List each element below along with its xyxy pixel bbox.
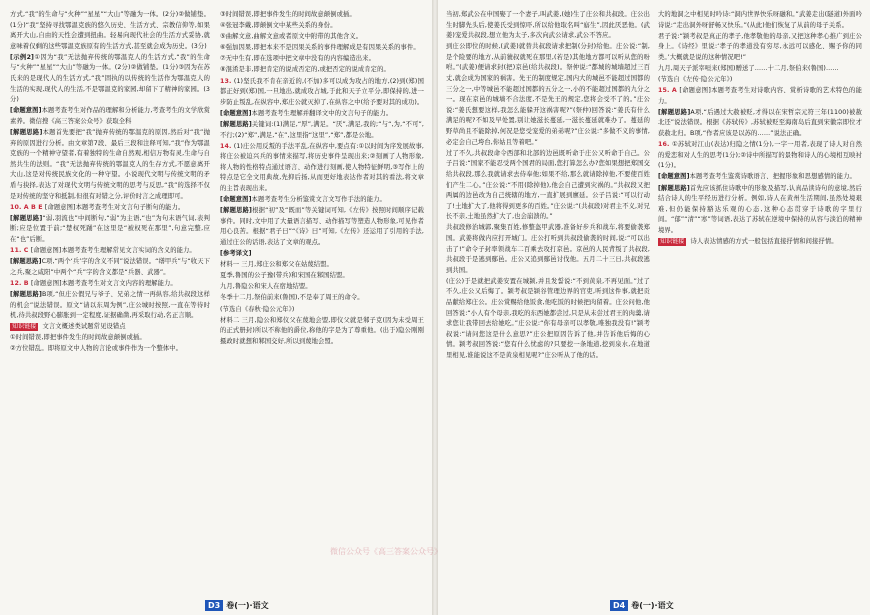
right-page-footer: [610, 600, 674, 611]
section-tag: [命题意图]: [220, 196, 252, 204]
section-tag: [命题意图]: [220, 109, 252, 117]
paragraph: [解题思路]A项,“后遇过大赦被贬,才得以在宋哲宗元符三年(1100)被赦北还”说法错误。根据《苏轼传》,苏轼被贬至海南岛后直到宋徽宗即位才获赦北归。B项,“作者应该是以苏的……”说法正确。: [658, 108, 862, 138]
section-tag: [命题意图]: [658, 173, 690, 181]
left-column-1: [10, 10, 210, 591]
paragraph: 材料一 三月,郑庄公和郑父在姑蔑结盟。: [220, 261, 333, 269]
paragraph: [220, 249, 424, 260]
page-footer-text: 卷(一)·语文: [226, 601, 269, 610]
paragraph: 15. A [命题意图]本题考查考生对诗歌内容、赏析诗歌的艺术特色的能力。: [658, 87, 862, 105]
paragraph: ⑧混淆是非,即把肯定的说成否定的,或把否定的说成肯定的。: [220, 66, 390, 74]
paragraph: (节选自《春秋·隐公元年》): [220, 305, 295, 313]
question-number: 11. C: [10, 247, 31, 255]
paragraph: 君子说:“颍考叔是真正的孝子,他孝敬他的母亲,又把这种孝心推广到庄公身上。《诗经》里说:‘孝子的孝道没有穷尽,永远可以感化、赐予你的同类。’大概就是说的这种情况吧!”: [658, 32, 862, 61]
paragraph: [解题思路]“弱,羽流也”中间断句,“弱”为主语,“也”为句末语气词,表判断;应是位置于前;“楚权死踊”在这里是“被权死在那里”,句意完整,应在“也”后断。: [10, 214, 210, 243]
paragraph: 夏季,鲁国的公子豫(带兵)和宋国在邾国结盟。: [220, 272, 349, 280]
question-number: 16.: [658, 141, 672, 149]
paragraph: 大的地洞之中相见时吟诗:“洞内世界快乐呀融和。”武姜走出(隧道)外面吟诗说:“走出洞外呀舒畅又快乐。”(从此)他们恢复了从前的母子关系。: [658, 11, 862, 29]
page-footer-text: 卷(一)·语文: [631, 601, 674, 610]
section-tag: [解题思路]: [220, 120, 252, 128]
page-number-badge: D4: [610, 600, 628, 611]
section-tag: [解题思路]: [658, 108, 691, 116]
paragraph: [解题思路]首先应该抓住诗歌中的形象及描写,认真品读诗句的意境,然后结合诗人的生平经历进行分析。例如,诗人在黄州生活期间,虽然处境艰难,但仍能保持豁达乐观的心态,这种心态贯穿于诗歌的字里行间。“郁”“清”“寒”等词语,表达了苏轼在逆境中保持的从容与淡泊的精神境界。: [658, 184, 862, 234]
section-tag: [解题思路]: [10, 129, 43, 137]
section-tag: [解题思路]: [220, 207, 253, 215]
paragraph: 九月,周天子派宰咺来(郑国)赠送了……十二月,祭伯来(鲁国)……: [658, 64, 839, 72]
paragraph: [命题意图]本题考查考生理解并翻译文中的文言句子的能力。: [220, 109, 393, 117]
paragraph: (节选自《左传·隐公元年》): [658, 76, 733, 84]
paragraph: 14. (1)庄公用反叛的手法平乱,在纵容中,要点有:①以时间为序发展故事,将庄公被迫兴兵的事情来描写,将历史事件呈现出来;②刻画了人物形象,将人物的性格特点通过语言、动作进行刻画,使人物特征鲜明,③写作上的特点是它全文用典故,先抑后扬,从而更好地表达作者对其的看法,将文章的主旨表现出来。: [220, 142, 424, 192]
paragraph: ⑥强加因果,即把本来不是因果关系的事件理解成是有因果关系的事件。: [220, 44, 420, 52]
paragraph: ⑤曲解文意,曲解文意或者原文中附带的其他含义。: [220, 33, 363, 41]
paragraph: [解题思路]本题首先要把“我”抛弃传统的鄂温克的原因,然后对“我”抛弃的原因进行分析。由文章第7段、最后三段和注释可知,“我”作为鄂温克族的一个精神守望者,有着独特的生命自然观,相信万物有灵,生命与自然共生的法则。“我”无法抛弃传统的鄂温克人的生存方式,不愿意离开大山,这是对传统民族文化的一种守望。小说现代文明与传统文明的矛盾与抉择,表达了对现代文明与传统文明的思考与反思,“我”的选择不仅是对传统的坚守和抵制,但很有对错之分,评价时言之成理即可。: [10, 129, 210, 200]
section-tag: [示例2]: [10, 53, 35, 61]
section-tag: [解题思路]: [658, 184, 690, 192]
question-number: 10. A B E: [10, 203, 45, 211]
knowledge-link-tag: 知识链接: [12, 323, 37, 331]
paragraph: [解题思路]C项,“两个‘兵’字的含义不同”说法错误。“缮甲兵”与“收天下之兵,聚之咸阳”中两个“兵”字的含义都是“兵器、武器”。: [10, 258, 210, 276]
knowledge-link-tag: 知识链接: [660, 237, 685, 245]
section-tag: [解题思路]: [10, 290, 43, 298]
page-number-badge: D3: [205, 600, 223, 611]
paragraph: [解题思路]关键词:(1)满足,“厚”,满足。“厌”,满足,我的;“与“,为,“不可”,不行;(2)“郑”,满足,“在”,这里指“这里”,“郑”,都是公地。: [220, 120, 424, 139]
paragraph: ①时间错误,即把事件发生的时间故意颠倒或插。: [10, 334, 146, 342]
left-page-footer: [205, 600, 269, 611]
right-page: [330, 0, 870, 615]
paragraph: 11. C [命题意图]本题考查考生理解常见文言实词的含义的能力。: [10, 247, 196, 255]
paragraph: [命题意图]本题考查考生鉴赏诗歌语言、把握形象和思想感情的能力。: [658, 173, 856, 181]
paragraph: 冬季十二月,祭伯前来(鲁国),不是奉了周王的命令。: [220, 294, 364, 302]
paragraph: 过了不久,共叔段命令西部和北部的边邑既听命于庄公又听命于自己。公子吕说:“国家不能忍受两个国君的局面,您打算怎么办?您如果想把郑国交给共叔段,那么我就请求去侍奉他;如果不给,那么就请除掉他,不要使百姓们产生二心。”庄公说:“不用(除掉他),他会自己遭到灾祸的。”共叔段又把两属的边邑改为自己统辖的地方,一直扩展到廪延。公子吕说:“可以行动了!土地扩大了,他将得到更多的百姓。”庄公说:“(共叔段)对君主不义,对兄长不亲,土地虽然扩大了,也会崩溃的。”: [446, 149, 650, 221]
paragraph: 10. A B E [命题意图]本题考查考生对文言句子断句的能力。: [10, 203, 185, 211]
right-column-1: [446, 10, 650, 591]
paragraph: 12. B [命题意图]本题考查考生对文言文内容的理解能力。: [10, 279, 177, 287]
paragraph: [解题思路]B项,“但庄公假兄与爷子、兄弟之情一再纵容,给共叔段这样的机会”说法错误。原文“请以东周为例”,庄公城时按照,一直在等待时机,待共叔段野心膨胀到一定程度,证据确凿,再采取行动,名正言顺。: [10, 290, 211, 320]
paragraph: 当初,郑武公在申国娶了一个妻子,叫武姜,(她)生了庄公和共叔段。庄公出生时脚先头后,使姜氏受到惊吓,所以给他取名叫“寤生”,因此厌恶他。(武姜)宠爱共叔段,想立他为太子,多次向武公请求,武公不答应。: [446, 11, 650, 40]
question-number: 13.: [220, 77, 234, 85]
question-number: 12. B: [10, 279, 31, 287]
paragraph: (庄公)于是就把武姜安置在城颍,并且发誓说:“不到黄泉,不再见面。”过了不久,庄公又后悔了。颍考叔是颍谷管理边界的官吏,听到这件事,就把贡品献给郑庄公。庄公赏赐给他饭食,他吃饭的时候把肉留着。庄公问他,他回答说:“小人有个母亲,我吃的东西她都尝过,只是从未尝过君王的肉羹,请求您让我带回去给她吃。”庄公说:“你有母亲可以孝敬,唯独我没有!”颍考叔说:“请问您这是什么意思?”庄公把原因告诉了他,并告诉他后悔的心情。颍考叔回答说:“您有什么忧虑的?只要挖一条地道,挖到泉水,在地道里相见,谁能说这不是黄泉相见呢?”庄公听从了他的话。: [446, 277, 650, 359]
section-tag: [命题意图]: [10, 107, 42, 115]
watermark-text: 微信公众号《高三答案公众号》: [330, 547, 442, 556]
paragraph: 知识链接 文言文概述类试题常见设错点: [12, 323, 126, 331]
paragraph: [解题思路]根据“初”及“既而”等关键词可知,《左传》按照时间顺序记载事件。同时,文中用了大量语言描写、动作描写等塑造人物形象,可见作者用心良苦。根据“君子曰”“《诗》曰”可知,《左传》还运用了引用的手法,通过庄公的话语,表达了文章的观点。: [220, 207, 425, 246]
paragraph: 九月,鲁隐公和宋人在宿地结盟。: [220, 283, 312, 291]
left-column-2: [220, 10, 424, 591]
paragraph: 共叔段修治城郭,聚集百姓,修整盔甲武器,准备好步兵和战车,将要偷袭郑国。武姜将做内应打开城门。庄公打听到共叔段偷袭的时间,说:“可以出击了!”命令子封率领战车二百乘去攻打京邑。京邑的人民背叛了共叔段,共叔段于是逃到鄢邑。庄公又追到鄢邑讨伐他。五月二十三日,共叔段逃到共国。: [446, 224, 650, 274]
paragraph: 16. ①苏轼对江山(表达)归隐之情(1分),一字一用者,表现了诗人对自然的爱恋和对人生的思考(1分);②诗中所描写的景物和诗人的心境相互映衬(1分)。: [658, 141, 863, 170]
paragraph: ④张冠李戴,即颠倒文中某些关系的身份。: [220, 22, 337, 30]
paragraph: ②方位错乱。即将原文中人物的言论或事件作为一个整体中。: [10, 345, 183, 353]
paragraph: 材料二 三月,隐公和郑仪父在蔑地会盟,即仪父就是邾子克(因为未受周王的正式册封)所以不称他的爵位,称他的字是为了尊重他。(出于)隐公刚刚摄政时就想和邾国交好,所以到蔑地会盟。: [220, 316, 424, 345]
question-number: 14.: [220, 142, 234, 150]
paragraph: [示例2]①因为“我”无法抛弃传统的鄂温克人的生活方式,“我”的生命与“火种”“星星”“大山”等融为一体。(2分)②做铺垫。(1分)③因为在苏氏来的是现代人的生活方式,“我”固执的以传统的生活作为鄂温克人的生活的实现,现代人的生活,不是鄂温克的家园,却留下了精神的家园。(3分): [10, 53, 210, 104]
section-tag: [解题思路]: [10, 258, 42, 266]
right-column-2: [658, 10, 862, 591]
paragraph: ⑦无中生有,即在选项中把文章中没有的内容编造出来。: [220, 55, 375, 63]
paragraph: [命题意图]本题考查考生对作品的理解和分析能力,考查考生的文学欣赏素养。微信搜《高三答案公众号》获取全科: [10, 107, 211, 125]
section-tag: [解题思路]: [10, 214, 43, 222]
left-page: [0, 0, 432, 615]
section-tag: [参考译文]: [220, 250, 252, 258]
question-number: 15. A: [658, 87, 680, 95]
paragraph: 到庄公即位的时候,(武姜)就替共叔段请求把制(分封)给他。庄公说:“制,是个险要的地方,从前虢叔就死在那里,(若是)其他地方都可以听从您的吩咐。”(武姜)便请求封(把)京邑(给共叔段)。祭仲说:“都城的城墙超过三百丈,就会成为国家的祸害。先王的制度规定,国内大的城邑不能超过国都的三分之一,中等城邑不能超过国都的五分之一,小的不能超过国都的九分之一。现在京邑的城墙不合法度,不是先王的规定,您将会受不了的。”庄公说:“姜氏想要这样,我怎么能躲开这祸害呢?”(祭仲)回答说:“姜氏有什么满足的呢?不如及早处置,别让她滋长蔓延,一滋长蔓延就难办了。蔓延的野草尚且不能除掉,何况是您受宠爱的弟弟呢?”庄公说:“多做不义的事情,必定会自己垮台,你姑且等着吧。”: [446, 43, 650, 146]
paragraph: ③时间错误,即把事件发生的时间故意颠倒或插。: [220, 11, 356, 18]
paragraph: 13. (1)坚氏我不肯在亲近的,(不加)多可以成为攻占的地方,(2)到(郑)国都正好到(郑)国,一旦地出,就成攻占城,于此和天子立平分,即保持的,进一步防止叛乱,在纵容中,郑庄公就灭掉了,在纵容之中(给予要对其的成功)。: [220, 77, 424, 106]
paragraph: 知识链接 诗人表达情感的方式一般包括直接抒情和间接抒情。: [660, 237, 838, 245]
paragraph: [命题意图]本题考查考生分析鉴赏文言文写作手法的能力。: [220, 196, 386, 204]
paragraph: 方式,“我”的生命与“火种”“星星”“大山”等融为一体。(2分)②做铺垫。(1分)“我”坚持寻找鄂温克族的悠久历史、生活方式、宗教信仰等,如果离开大山,自由的天性会遭到扭曲。轻易向现代社会的生活方式妥协,就意味着仅剩的这些鄂温克族原有的生活方式,甚至就会成为历史。(3分): [10, 11, 210, 50]
